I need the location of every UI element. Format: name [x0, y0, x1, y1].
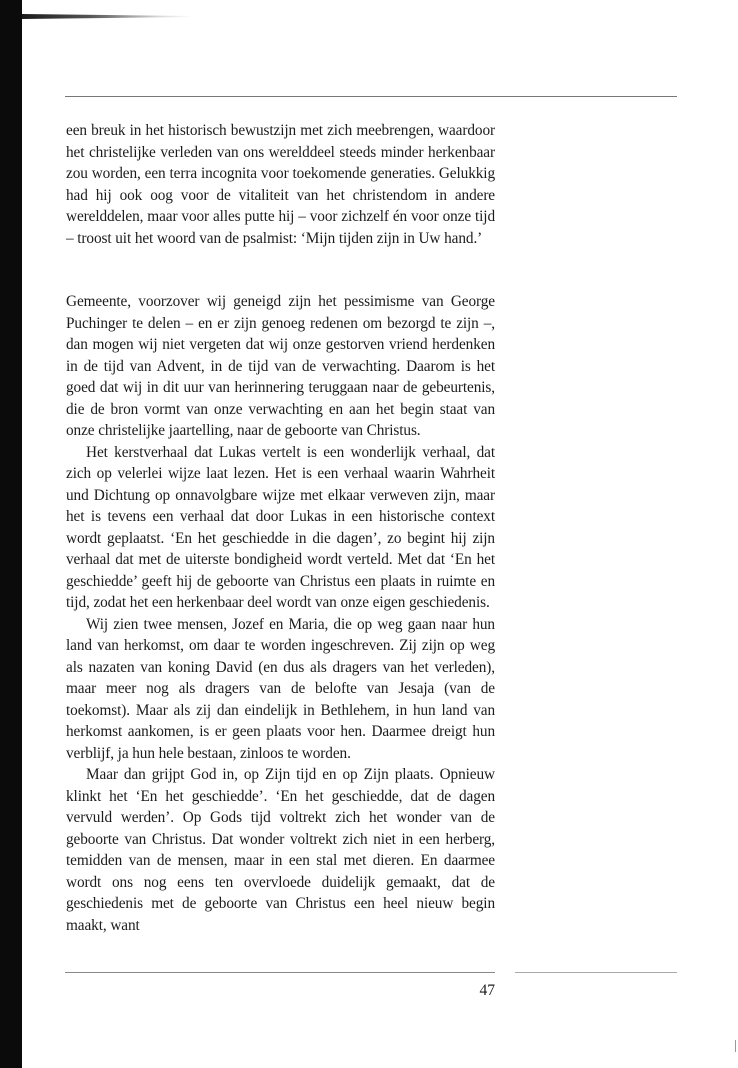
- scan-shadow-edge: [0, 0, 22, 1068]
- header-rule: [65, 96, 677, 97]
- body-text-section-1: [66, 120, 495, 249]
- paragraph-1: een breuk in het historisch bewustzijn met zich meebrengen, waardoor het christelijke verleden van ons werelddeel steeds minder herkenbaar zou worden, een terra incognita voor toekomende generaties. Gelukkig had hij ook oog voor de vitaliteit van het christendom in andere werelddelen, maar voor alles putte hij – voor zichzelf én voor onze tijd – troost uit het woord van de psalmist: ‘Mijn tijden zijn in Uw hand.’: [66, 122, 495, 247]
- footer-rule-right: [515, 972, 677, 973]
- paragraph-5: Maar dan grijpt God in, op Zijn tijd en op Zijn plaats. Opnieuw klinkt het ‘En het geschiedde’. ‘En het geschiedde, dat de dagen vervuld werden’. Op Gods tijd voltrekt zich het wonder van de geboorte van Christus. Dat wonder voltrekt zich niet in een herberg, temidden van de mensen, maar in een stal met dieren. En daarmee wordt ons nog eens ten overvloede duidelijk gemaakt, dat de geschiedenis met de geboorte van Christus een heel nieuw begin maakt, want: [66, 766, 495, 934]
- paragraph-3: Het kerstverhaal dat Lukas vertelt is een wonderlijk verhaal, dat zich op velerlei wijze laat lezen. Het is een verhaal waarin Wahrheit und Dichtung op onnavolgbare wijze met elkaar verweven zijn, maar het is tevens een verhaal dat door Lukas in een historische context wordt geplaatst. ‘En het geschiedde in die dagen’, zo begint hij zijn verhaal dat met de uiterste bondigheid wordt verteld. Met dat ‘En het geschiedde’ geeft hij de geboorte van Christus een plaats in ruimte en tijd, zodat het een herkenbaar deel wordt van onze eigen geschiedenis.: [66, 443, 495, 611]
- paragraph-2: Gemeente, voorzover wij geneigd zijn het pessimisme van George Puchinger te delen – en er zijn genoeg redenen om bezorgd te zijn –, dan mogen wij niet vergeten dat wij onze gestorven vriend herdenken in de tijd van Advent, in de tijd van de verwachting. Daarom is het goed dat wij in dit uur van herinnering teruggaan naar de gebeurtenis, die de bron vormt van onze verwachting en aan het begin staat van onze christelijke jaartelling, naar de geboorte van Christus.: [66, 293, 495, 439]
- footer-rule: [65, 972, 495, 973]
- page-number: 47: [479, 982, 495, 999]
- scan-artifact-smear: [22, 14, 192, 19]
- scan-speck: [735, 1040, 736, 1052]
- body-text-section-2: [66, 291, 495, 936]
- paragraph-4: Wij zien twee mensen, Jozef en Maria, die op weg gaan naar hun land van herkomst, om daar te worden ingeschreven. Zij zijn op weg als nazaten van koning David (en dus als dragers van het verleden), maar meer nog als dragers van de belofte van Jesaja (van de toekomst). Maar als zij dan eindelijk in Bethlehem, in hun land van herkomst aankomen, is er geen plaats voor hen. Daarmee dreigt hun verblijf, ja hun hele bestaan, zinloos te worden.: [66, 615, 495, 762]
